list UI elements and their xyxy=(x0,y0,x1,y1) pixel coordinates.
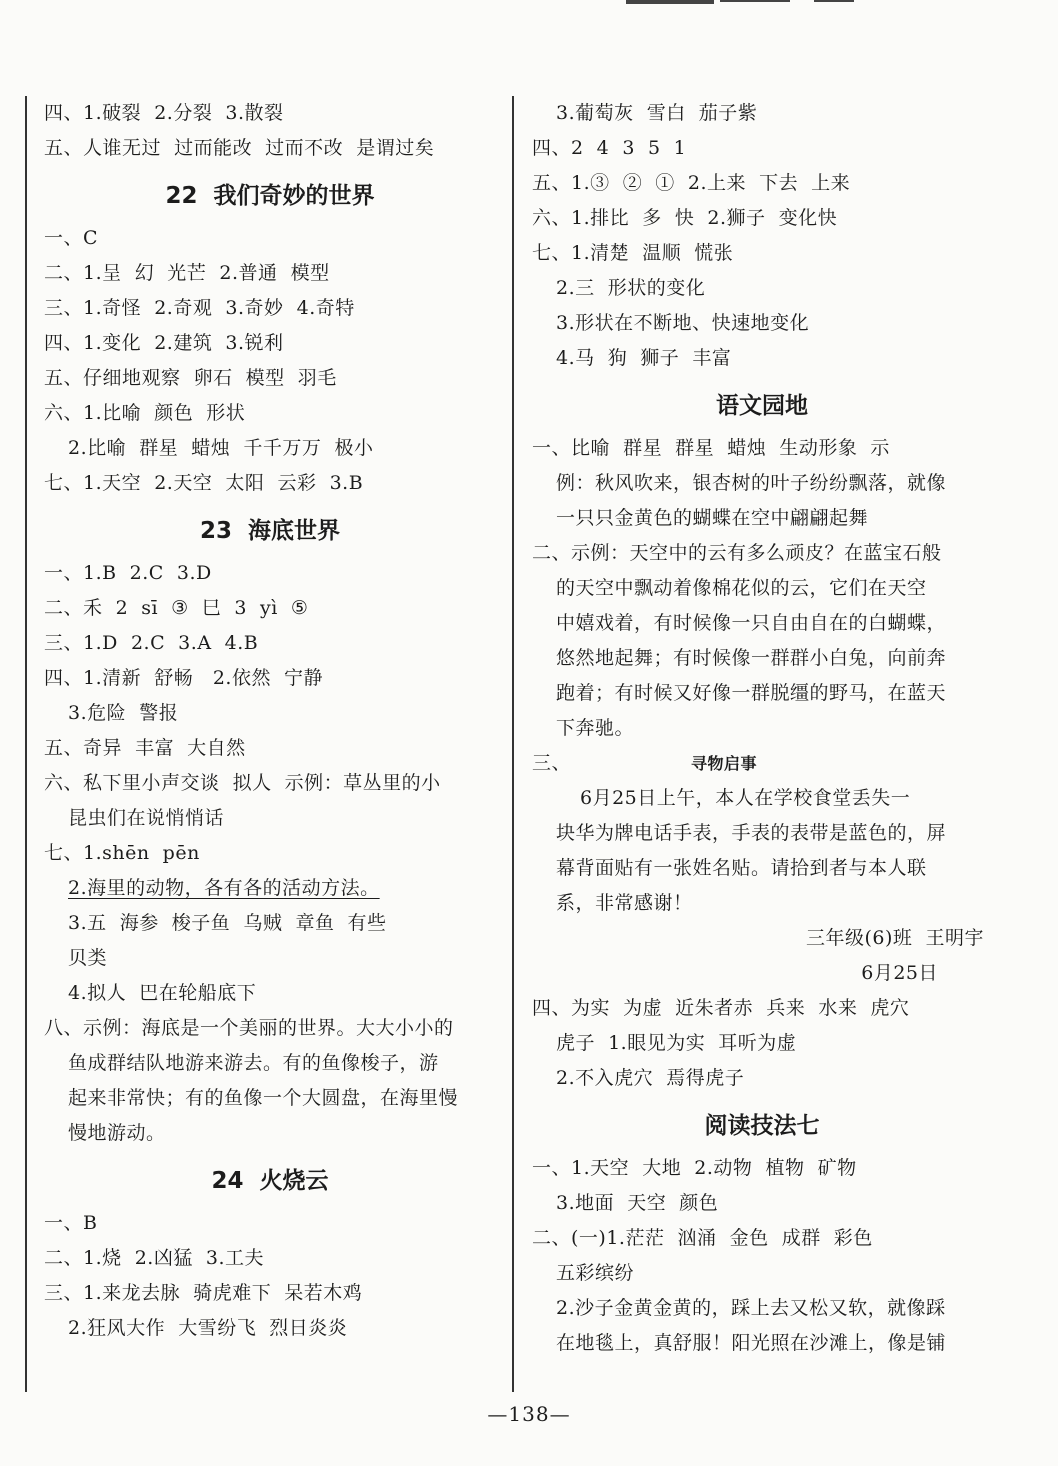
right-answer-line: 6月25日上午，本人在学校食堂丢失一 xyxy=(580,787,911,809)
left-answer-line: 三、1.D 2.C 3.A 4.B xyxy=(44,632,259,654)
right-answer-line: 在地毯上，真舒服！阳光照在沙滩上，像是铺 xyxy=(556,1332,947,1354)
left-answer-line: 八、示例：海底是一个美丽的世界。大大小小的 xyxy=(44,1017,454,1039)
left-answer-line: 五、奇异 丰富 大自然 xyxy=(44,737,246,759)
right-answer-line: 2.沙子金黄金黄的，踩上去又松又软，就像踩 xyxy=(556,1297,946,1319)
column-divider xyxy=(512,96,514,1392)
right-answer-line: 幕背面贴有一张姓名贴。请拾到者与本人联 xyxy=(556,857,927,879)
left-answer-line: 二、1.呈 幻 光芒 2.普通 模型 xyxy=(44,262,330,284)
left-answer-line: 3.五 海参 梭子鱼 乌贼 章鱼 有些 xyxy=(68,912,387,934)
right-answer-line: 五、1.③ ② ① 2.上来 下去 上来 xyxy=(532,172,851,194)
left-answer-line: 昆虫们在说悄悄话 xyxy=(68,807,225,829)
left-answer-line: 五、人谁无过 过而能改 过而不改 是谓过矣 xyxy=(44,137,435,159)
left-answer-line: 鱼成群结队地游来游去。有的鱼像梭子，游 xyxy=(68,1052,439,1074)
right-answer-line: 例：秋风吹来，银杏树的叶子纷纷飘落，就像 xyxy=(556,472,947,494)
left-answer-line: 三、1.奇怪 2.奇观 3.奇妙 4.奇特 xyxy=(44,297,355,319)
left-column xyxy=(44,96,496,1396)
answer-label: 三、 xyxy=(532,752,572,774)
left-answer-line: 一、1.B 2.C 3.D xyxy=(44,562,212,584)
right-answer-line: 2.三 形状的变化 xyxy=(556,277,706,299)
left-margin-rule xyxy=(25,96,27,1392)
right-answer-line: 块华为牌电话手表，手表的表带是蓝色的，屏 xyxy=(556,822,947,844)
right-answer-line: 虎子 1.眼见为实 耳听为虚 xyxy=(556,1032,797,1054)
left-answer-line xyxy=(44,871,496,906)
top-edge-mark xyxy=(720,0,790,2)
left-answer-line: 六、1.比喻 颜色 形状 xyxy=(44,402,246,424)
right-answer-line: 系，非常感谢！ xyxy=(556,892,693,914)
right-answer-line: 二、示例：天空中的云有多么顽皮？在蓝宝石般 xyxy=(532,542,942,564)
left-answer-line: 二、禾 2 sī ③ 巳 3 yì ⑤ xyxy=(44,597,309,619)
right-answer-line: 中嬉戏着，有时候像一只自由自在的白蝴蝶， xyxy=(556,612,947,634)
right-answer-line: 下奔驰。 xyxy=(556,717,635,739)
notice-title: 寻物启事 xyxy=(691,754,758,773)
right-answer-line: 六、1.排比 多 快 2.狮子 变化快 xyxy=(532,207,838,229)
left-answer-line: 六、私下里小声交谈 拟人 示例：草丛里的小 xyxy=(44,772,441,794)
right-answer-line: 一、1.天空 大地 2.动物 植物 矿物 xyxy=(532,1157,857,1179)
right-answer-line: 五彩缤纷 xyxy=(556,1262,635,1284)
left-answer-line: 二、1.烧 2.凶猛 3.工夫 xyxy=(44,1247,265,1269)
section-heading: 24 火烧云 xyxy=(211,1168,329,1194)
top-edge-mark xyxy=(814,0,854,2)
left-answer-line: 3.危险 警报 xyxy=(68,702,179,724)
left-answer-line: 2.狂风大作 大雪纷飞 烈日炎炎 xyxy=(68,1317,348,1339)
left-answer-line: 一、C xyxy=(44,227,99,249)
left-answer-line: 三、1.来龙去脉 骑虎难下 呆若木鸡 xyxy=(44,1282,363,1304)
right-answer-line: 四、2 4 3 5 1 xyxy=(532,137,687,159)
right-answer-line: 二、(一)1.茫茫 汹涌 金色 成群 彩色 xyxy=(532,1227,873,1249)
underlined-answer: 2.海里的动物，各有各的活动方法。 xyxy=(68,877,380,899)
page-number: —138— xyxy=(487,1402,571,1426)
right-answer-line: 3.葡萄灰 雪白 茄子紫 xyxy=(556,102,758,124)
left-answer-line: 四、1.变化 2.建筑 3.锐利 xyxy=(44,332,284,354)
right-answer-line: 3.形状在不断地、快速地变化 xyxy=(556,312,810,334)
left-answer-line: 慢地游动。 xyxy=(68,1122,166,1144)
right-answer-line: 的天空中飘动着像棉花似的云，它们在天空 xyxy=(556,577,927,599)
left-answer-line: 贝类 xyxy=(68,947,108,969)
left-answer-line: 七、1.shēn pēn xyxy=(44,842,200,864)
right-column xyxy=(532,96,992,1396)
right-answer-line: 3.地面 天空 颜色 xyxy=(556,1192,719,1214)
right-answer-line: 一、比喻 群星 群星 蜡烛 生动形象 示 xyxy=(532,437,890,459)
right-answer-line: 2.不入虎穴 焉得虎子 xyxy=(556,1067,745,1089)
section-heading: 22 我们奇妙的世界 xyxy=(165,183,375,209)
left-answer-line: 四、1.清新 舒畅 2.依然 宁静 xyxy=(44,667,324,689)
left-answer-line: 4.拟人 巴在轮船底下 xyxy=(68,982,257,1004)
section-heading: 阅读技法七 xyxy=(704,1113,820,1139)
left-answer-line: 五、仔细地观察 卵石 模型 羽毛 xyxy=(44,367,337,389)
left-answer-line: 起来非常快；有的鱼像一个大圆盘，在海里慢 xyxy=(68,1087,459,1109)
right-answer-line: 6月25日 xyxy=(861,962,938,984)
right-answer-line xyxy=(532,746,992,781)
section-heading: 语文园地 xyxy=(716,393,808,419)
right-answer-line: 一只只金黄色的蝴蝶在空中翩翩起舞 xyxy=(556,507,869,529)
section-heading: 23 海底世界 xyxy=(199,518,341,544)
top-edge-mark xyxy=(626,0,714,4)
right-answer-line: 4.马 狗 狮子 丰富 xyxy=(556,347,732,369)
left-answer-line: 2.比喻 群星 蜡烛 千千万万 极小 xyxy=(68,437,374,459)
right-answer-line: 跑着；有时候又好像一群脱缰的野马，在蓝天 xyxy=(556,682,947,704)
left-answer-line: 七、1.天空 2.天空 太阳 云彩 3.B xyxy=(44,472,364,494)
left-answer-line: 四、1.破裂 2.分裂 3.散裂 xyxy=(44,102,284,124)
right-answer-line: 七、1.清楚 温顺 慌张 xyxy=(532,242,734,264)
right-answer-line: 三年级(6)班 王明宇 xyxy=(806,927,984,949)
left-answer-line: 一、B xyxy=(44,1212,98,1234)
right-answer-line: 悠然地起舞；有时候像一群群小白兔，向前奔 xyxy=(556,647,947,669)
right-answer-line: 四、为实 为虚 近朱者赤 兵来 水来 虎穴 xyxy=(532,997,910,1019)
